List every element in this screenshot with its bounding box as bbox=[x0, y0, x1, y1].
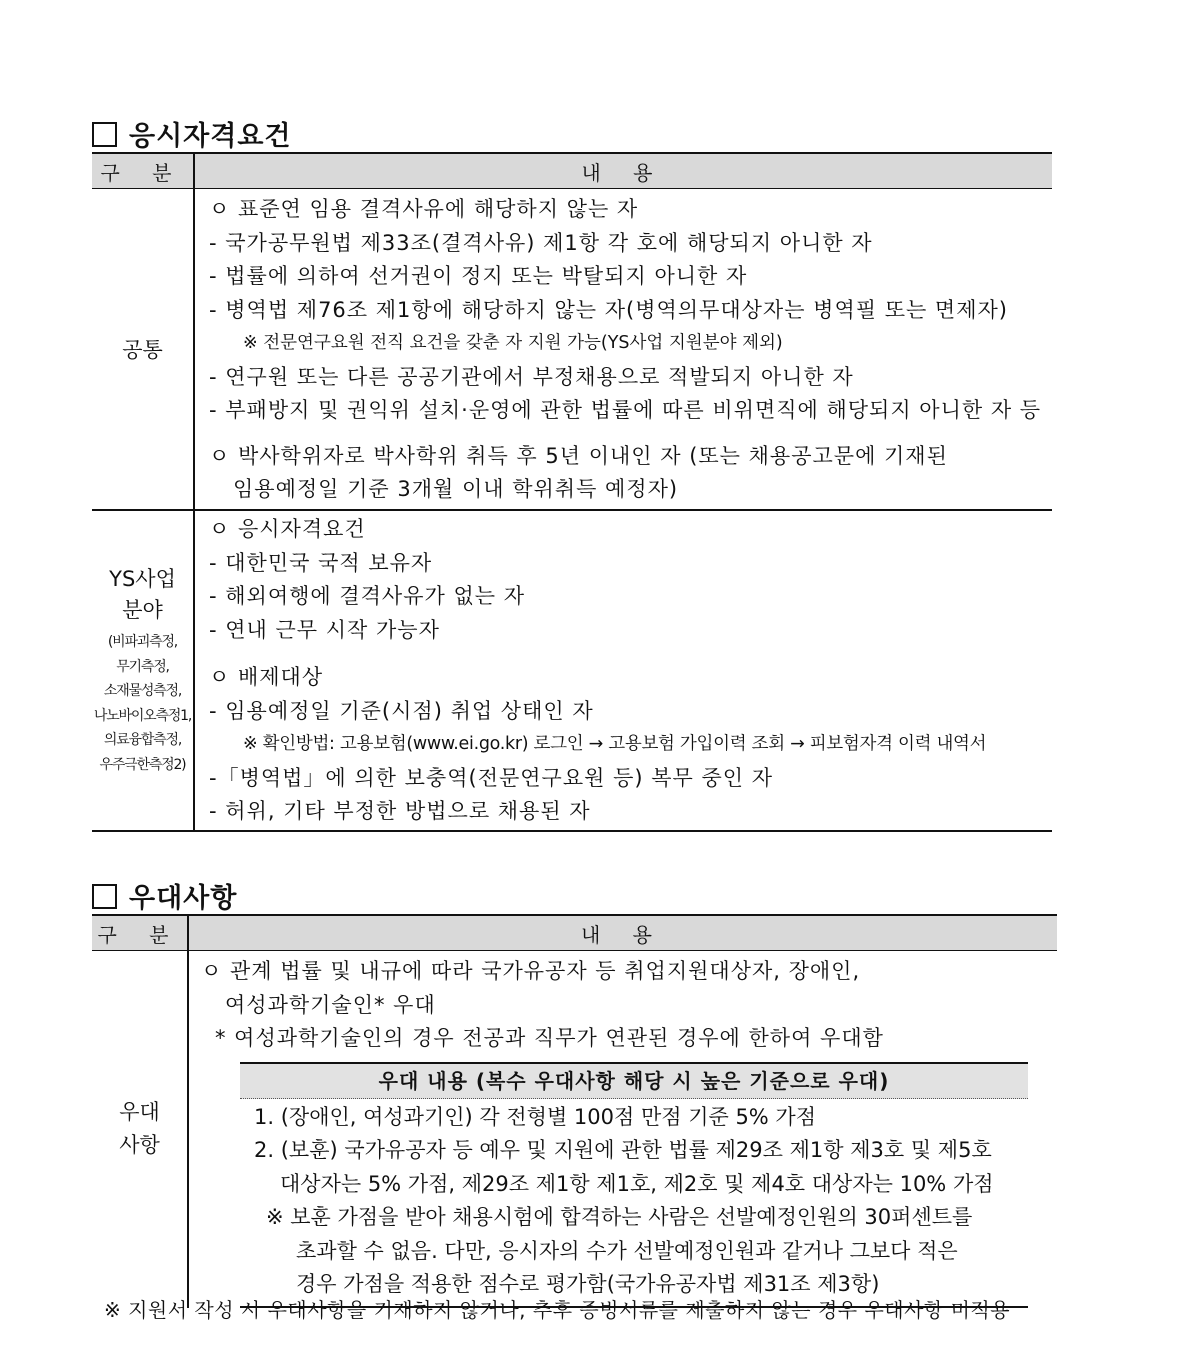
degree-line: 임용예정일 기준 3개월 이내 학위취득 예정자) bbox=[233, 477, 679, 501]
preference-section-title bbox=[92, 876, 237, 915]
preference-table bbox=[92, 914, 1057, 1308]
ys-excl-line: - 허위, 기타 부정한 방법으로 채용된 자 bbox=[209, 799, 591, 823]
common-note-line: ※ 전문연구요원 전직 요건을 갖춘 자 지원 가능(YS사업 지원분야 제외) bbox=[243, 333, 783, 353]
preference-detail-line: 2. (보훈) 국가유공자 등 예우 및 지원에 관한 법률 제29조 제1항 제3호 및 제5호 bbox=[254, 1138, 992, 1162]
ys-req-line: - 연내 근무 시작 가능자 bbox=[209, 617, 440, 642]
qualification-section-title bbox=[92, 114, 292, 153]
preference-title-text: 우대사항 bbox=[129, 883, 238, 914]
ys-content-cell bbox=[194, 510, 1052, 831]
category-header: 구 분 bbox=[92, 153, 194, 189]
common-line: - 법률에 의하여 선거권이 정지 또는 박탈되지 아니한 자 bbox=[209, 264, 748, 288]
qualification-table bbox=[92, 152, 1052, 832]
qualification-header-row bbox=[92, 153, 1052, 189]
checkbox-square-icon bbox=[92, 884, 117, 909]
ys-req-line: - 대한민국 국적 보유자 bbox=[209, 550, 433, 575]
preference-category-cell bbox=[92, 951, 188, 1308]
preference-detail-note: 초과할 수 없음. 다만, 응시자의 수가 선발예정인원과 같거나 그보다 적은 bbox=[296, 1238, 958, 1263]
common-row bbox=[92, 189, 1052, 511]
preference-header-row bbox=[92, 915, 1057, 951]
common-line: - 국가공무원법 제33조(결격사유) 제1항 각 호에 해당되지 아니한 자 bbox=[209, 230, 873, 255]
preference-content-cell bbox=[188, 951, 1057, 1308]
preference-category-label: 사항 bbox=[119, 1133, 160, 1158]
degree-line: ㅇ 박사학위자로 박사학위 취득 후 5년 이내인 자 (또는 채용공고문에 기재된 bbox=[209, 443, 948, 468]
ys-field-item: 의료융합측정, bbox=[103, 732, 182, 748]
ys-category-title: YS사업 bbox=[109, 567, 176, 591]
preference-line: 여성과학기술인* 우대 bbox=[225, 992, 436, 1017]
ys-field-item: 우주극한측정2) bbox=[99, 756, 186, 773]
preference-category-label: 우대 bbox=[119, 1100, 160, 1125]
ys-excl-line: -「병역법」에 의한 보충역(전문연구요원 등) 복무 중인 자 bbox=[209, 765, 774, 790]
category-header: 구 분 bbox=[92, 915, 188, 951]
content-header: 내 용 bbox=[188, 915, 1057, 951]
ys-field-item: 무기측정, bbox=[116, 658, 169, 675]
ys-excl-note-line: ※ 확인방법: 고용보험(www.ei.go.kr) 로그인 → 고용보험 가입이력 조회 → 피보험자격 이력 내역서 bbox=[243, 734, 987, 754]
ys-category-cell bbox=[92, 510, 194, 831]
common-line: ㅇ 표준연 임용 결격사유에 해당하지 않는 자 bbox=[209, 197, 639, 221]
ys-excl-line: - 임용예정일 기준(시점) 취업 상태인 자 bbox=[209, 698, 594, 723]
common-line: - 연구원 또는 다른 공공기관에서 부정채용으로 적발되지 아니한 자 bbox=[209, 364, 854, 389]
preference-detail-line: 대상자는 5% 가점, 제29조 제1항 제1호, 제2호 및 제4호 대상자는 10% 가점 bbox=[280, 1171, 994, 1196]
preference-detail-header: 우대 내용 (복수 우대사항 해당 시 높은 기준으로 우대) bbox=[240, 1062, 1028, 1099]
common-category-cell bbox=[92, 189, 194, 511]
common-content-cell bbox=[194, 189, 1052, 511]
preference-line: ㅇ 관계 법률 및 내규에 따라 국가유공자 등 취업지원대상자, 장애인, bbox=[201, 959, 861, 983]
common-category-label: 공통 bbox=[122, 338, 163, 362]
ys-field-item: 나노바이오측정1, bbox=[93, 707, 192, 724]
preference-detail-box bbox=[240, 1099, 1028, 1308]
ys-excl-line: ㅇ 배제대상 bbox=[209, 665, 324, 689]
content-header: 내 용 bbox=[194, 153, 1052, 189]
common-line: - 부패방지 및 권익위 설치·운영에 관한 법률에 따른 비위면직에 해당되지 아니한 자 등 bbox=[209, 398, 1042, 422]
checkbox-square-icon bbox=[92, 122, 117, 147]
ys-field-item: (비파괴측정, bbox=[107, 634, 178, 650]
ys-req-line: - 해외여행에 결격사유가 없는 자 bbox=[209, 584, 525, 608]
common-line: - 병역법 제76조 제1항에 해당하지 않는 자(병역의무대상자는 병역필 또는 면제자) bbox=[209, 297, 1008, 322]
ys-category-title: 분야 bbox=[122, 598, 163, 622]
ys-row bbox=[92, 510, 1052, 831]
qualification-title-text: 응시자격요건 bbox=[129, 121, 292, 152]
preference-detail-line: 1. (장애인, 여성과기인) 각 전형별 100점 만점 기준 5% 가점 bbox=[254, 1104, 817, 1129]
ys-field-item: 소재물성측정, bbox=[103, 683, 182, 699]
preference-row bbox=[92, 951, 1057, 1308]
preference-detail-note: ※ 보훈 가점을 받아 채용시험에 합격하는 사람은 선발예정인원의 30퍼센트를 bbox=[266, 1205, 973, 1229]
footnote: ※ 지원서 작성 시 우대사항을 기재하지 않거나, 추후 증빙서류를 제출하지 않는 경우 우대사항 미적용 bbox=[104, 1298, 1011, 1322]
preference-note-line: * 여성과학기술인의 경우 전공과 직무가 연관된 경우에 한하여 우대함 bbox=[215, 1026, 884, 1050]
ys-req-line: ㅇ 응시자격요건 bbox=[209, 517, 366, 541]
preference-detail-note: 경우 가점을 적용한 점수로 평가함(국가유공자법 제31조 제3항) bbox=[296, 1272, 880, 1296]
